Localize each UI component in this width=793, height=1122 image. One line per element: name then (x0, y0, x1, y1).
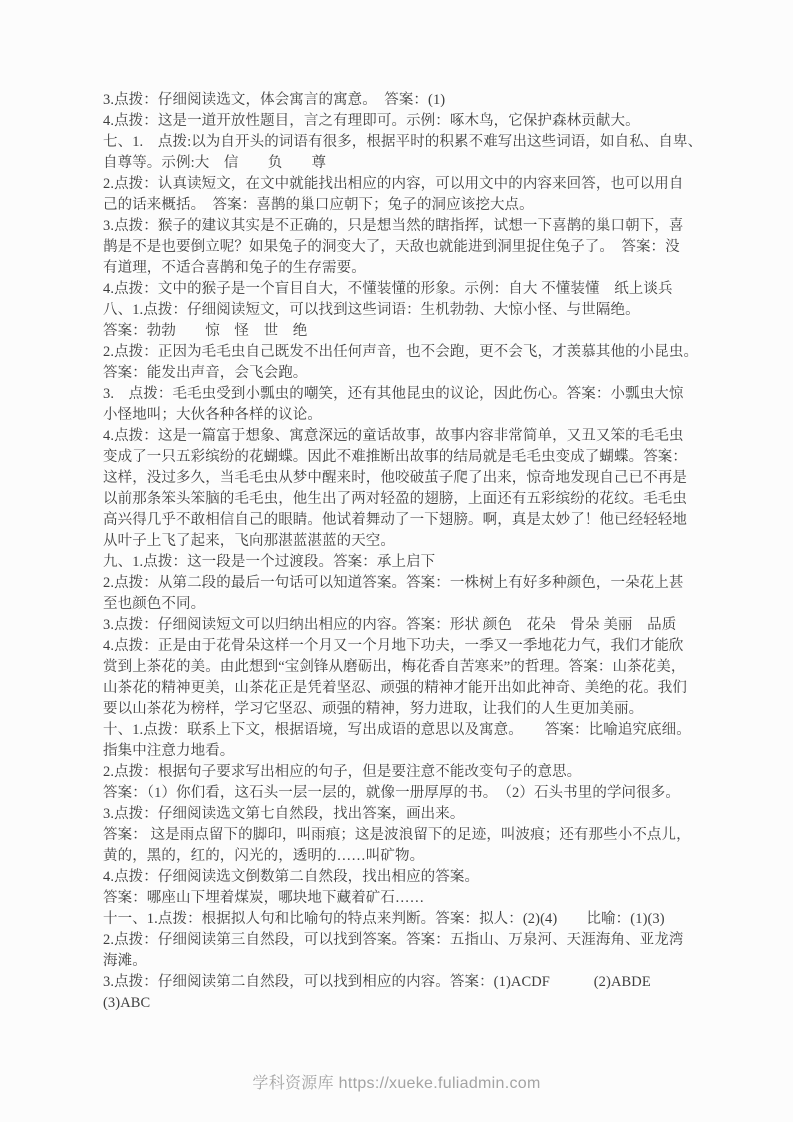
text-line: 2.点拨：正因为毛毛虫自己既发不出任何声音，也不会跑，更不会飞，才羡慕其他的小昆虫。 (103, 344, 699, 360)
text-line: 4.点拨：正是由于花骨朵这样一个月又一个月地下功夫，一季又一季地花力气，我们才能欣 (103, 638, 684, 654)
text-line: 山茶花的精神更美，山茶花正是凭着坚忍、顽强的精神才能开出如此神奇、美绝的花。我们 (103, 680, 687, 696)
text-line: 己的话来概括。 答案：喜鹊的巢口应朝下；兔子的洞应该挖大点。 (103, 197, 534, 213)
text-line: 十一、1.点拨：根据拟人句和比喻句的特点来判断。答案：拟人：(2)(4) 比喻：(1)(3) (103, 911, 665, 927)
text-line: 2.点拨：根据句子要求写出相应的句子，但是要注意不能改变句子的意思。 (103, 764, 582, 780)
text-line: 4.点拨：这是一篇富于想象、寓意深远的童话故事，故事内容非常简单，又丑又笨的毛毛虫 (103, 428, 684, 444)
text-line: 答案：勃勃 惊 怪 世 绝 (103, 323, 308, 339)
text-line: 4.点拨：仔细阅读选文倒数第二自然段，找出相应的答案。 (103, 869, 480, 885)
text-line: 有道理，不适合喜鹊和兔子的生存需要。 (103, 260, 366, 276)
text-line: 九、1.点拨：这一段是一个过渡段。答案：承上启下 (103, 554, 436, 570)
text-line: 2.点拨：认真读短文，在文中就能找出相应的内容，可以用文中的内容来回答，也可以用自 (103, 176, 684, 192)
document-lines (103, 90, 708, 1014)
text-line: 2.点拨：从第二段的最后一句话可以知道答案。答案：一株树上有好多种颜色，一朵花上甚 (103, 575, 684, 591)
text-line: 自尊等。示例:大 信 负 尊 (103, 155, 327, 171)
text-line: 这样，没过多久，当毛毛虫从梦中醒来时，他咬破茧子爬了出来，惊奇地发现自己已不再是 (103, 470, 687, 486)
text-line: 变成了一只五彩缤纷的花蝴蝶。因此不难推断出故事的结局就是毛毛虫变成了蝴蝶。答案： (103, 449, 687, 465)
text-line: 海滩。 (103, 953, 147, 969)
text-line: 鹊是不是也要倒立呢？如果兔子的洞变大了，天敌也就能进到洞里捉住兔子了。 答案：没 (103, 239, 680, 255)
text-line: 八、1.点拨：仔细阅读短文，可以找到这些词语：生机勃勃、大惊小怪、与世隔绝。 (103, 302, 640, 318)
text-line: 3.点拨：仔细阅读选文，体会寓言的寓意。 答案：(1) (103, 92, 446, 108)
text-line: 3.点拨：猴子的建议其实是不正确的，只是想当然的瞎指挥，试想一下喜鹊的巢口朝下，喜 (103, 218, 684, 234)
text-line: 答案： 这是雨点留下的脚印，叫雨痕；这是波浪留下的足迹，叫波痕；还有那些小不点儿， (103, 827, 691, 843)
text-line: 从叶子上飞了起来，飞向那湛蓝湛蓝的天空。 (103, 533, 395, 549)
text-line: (3)ABC (103, 995, 151, 1011)
text-line: 赏到上茶花的美。由此想到“宝剑锋从磨砺出，梅花香自苦寒来”的哲理。答案：山茶花美， (103, 659, 686, 675)
text-line: 答案：能发出声音，会飞会跑。 (103, 365, 308, 381)
text-line: 小怪地叫；大伙各种各样的议论。 (103, 407, 322, 423)
text-line: 3.点拨：仔细阅读短文可以归纳出相应的内容。答案：形状 颜色 花朵 骨朵 美丽 品质 (103, 617, 677, 633)
text-line: 3. 点拨：毛毛虫受到小瓢虫的嘲笑，还有其他昆虫的议论，因此伤心。答案：小瓢虫大惊 (103, 386, 684, 402)
text-line: 指集中注意力地看。 (103, 743, 235, 759)
text-line: 4.点拨：文中的猴子是一个盲目自大，不懂装懂的形象。示例：自大 不懂装懂 纸上谈兵 (103, 281, 673, 297)
watermark-footer: 学科资源库 https://xueke.fuliadmin.com (252, 1075, 541, 1092)
text-line: 3.点拨：仔细阅读选文第七自然段，找出答案，画出来。 (103, 806, 465, 822)
text-line: 3.点拨：仔细阅读第二自然段，可以找到相应的内容。答案：(1)ACDF (2)ABDE (103, 974, 651, 990)
text-line: 2.点拨：仔细阅读第三自然段，可以找到答案。答案：五指山、万泉河、天涯海角、亚龙湾 (103, 932, 684, 948)
text-line: 要以山茶花为榜样，学习它坚忍、顽强的精神，努力进取，让我们的人生更加美丽。 (103, 701, 644, 717)
text-line: 七、1. 点拨:以为自开头的词语有很多，根据平时的积累不难写出这些词语，如自私、自卑、 (103, 134, 703, 150)
text-line: 黄的，黑的，红的，闪光的，透明的……叫矿物。 (103, 848, 425, 864)
text-line: 以前那条笨头笨脑的毛毛虫，他生出了两对轻盈的翅膀，上面还有五彩缤纷的花纹。毛毛虫 (103, 491, 687, 507)
text-line: 答案：哪座山下埋着煤炭，哪块地下藏着矿石…… (103, 890, 425, 906)
text-line: 答案：（1）你们看，这石头一层一层的，就像一册厚厚的书。 （2）石头书里的学问很多。 (103, 785, 680, 801)
text-line: 至也颜色不同。 (103, 596, 206, 612)
text-line: 高兴得几乎不敢相信自己的眼睛。他试着舞动了一下翅膀。啊，真是太妙了！他已经轻轻地 (103, 512, 687, 528)
text-line: 4.点拨：这是一道开放性题目，言之有理即可。示例：啄木鸟，它保护森林贡献大。 (103, 113, 640, 129)
text-line: 十、1.点拨：联系上下文，根据语境，写出成语的意思以及寓意。 答案：比喻追究底细。 (103, 722, 691, 738)
